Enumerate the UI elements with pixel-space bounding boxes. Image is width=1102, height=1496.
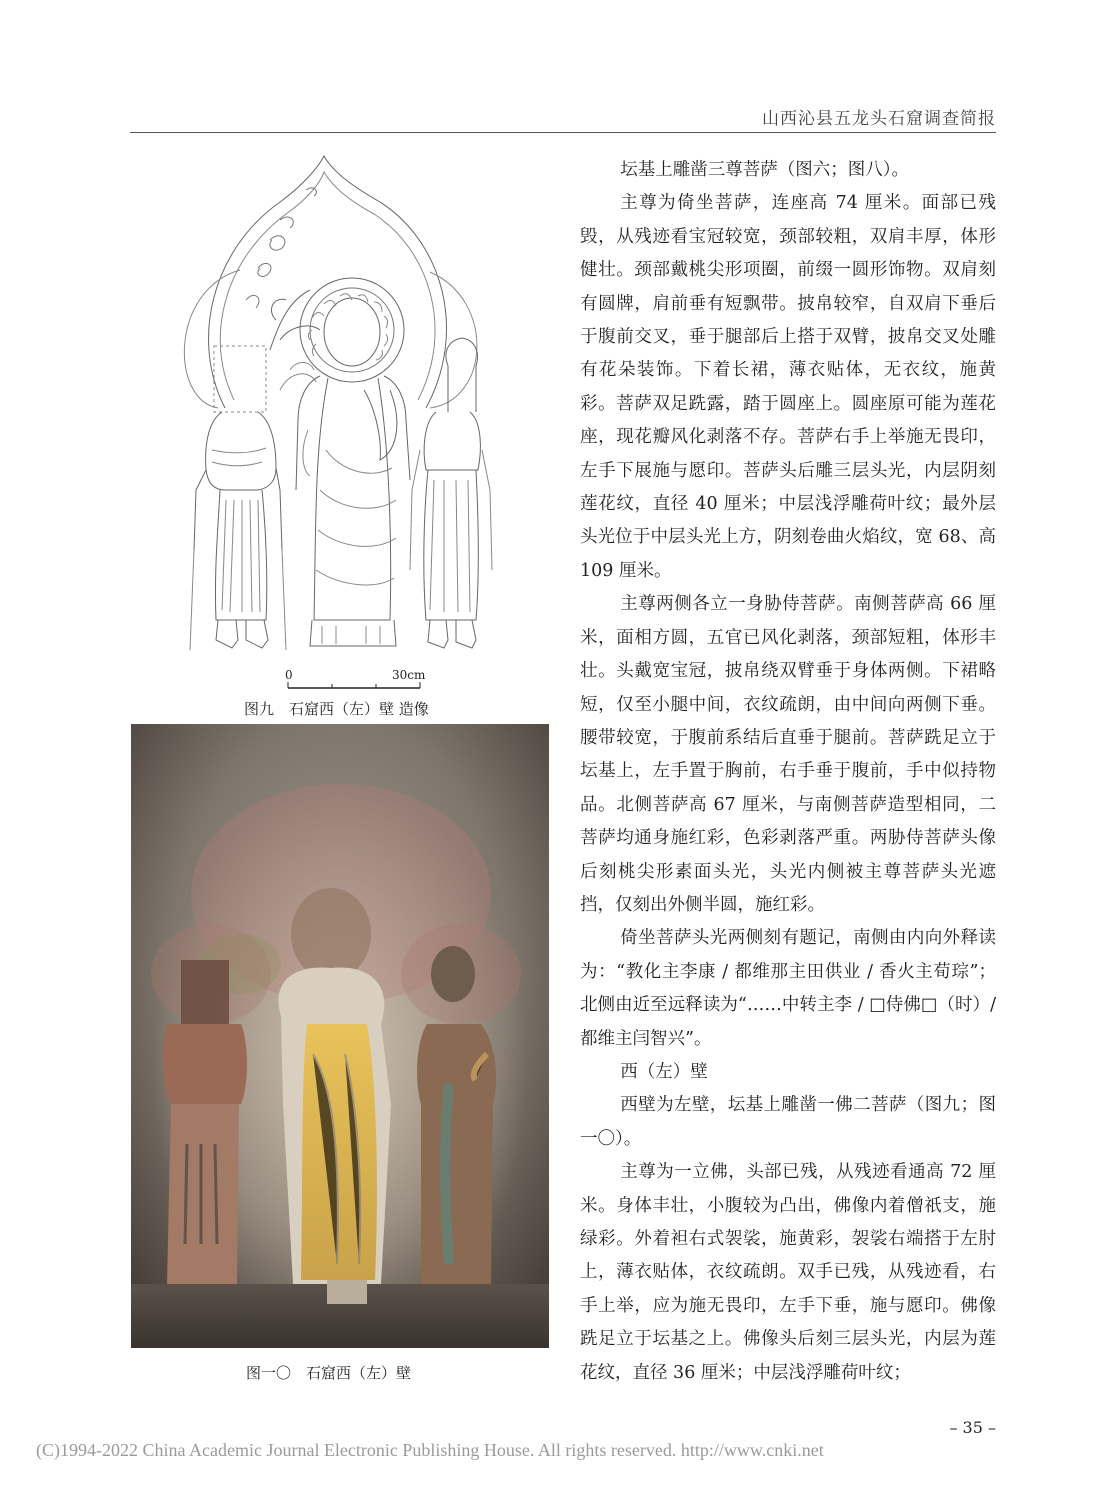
page-number: – 35 – — [949, 1418, 996, 1437]
paragraph-5: 西壁为左壁，坛基上雕凿一佛二菩萨（图九；图一〇）。 — [580, 1095, 996, 1149]
figure-9-line-drawing — [130, 150, 548, 690]
section-heading: 西（左）壁 — [620, 1061, 708, 1082]
paragraph-1: 坛基上雕凿三尊菩萨（图六；图八）。 — [620, 160, 909, 180]
copyright-footer: (C)1994-2022 China Academic Journal Electronic Publishing House. All rights reserved. http://www.cnki.net — [36, 1440, 824, 1460]
paragraph-4: 倚坐菩萨头光两侧刻有题记，南侧由内向外释读为：“教化主李康 / 都维那主田供业 / 香火主荀琮”；北侧由近至远释读为“……中转主李 / □侍佛□（时）/ 都维主闫智兴”。 — [580, 928, 996, 1049]
body-text-column — [580, 154, 996, 1390]
paragraph-6: 主尊为一立佛，头部已残，从残迹看通高 72 厘米。身体丰壮，小腹较为凸出，佛像内着僧祇支，施绿彩。外着袒右式袈裟，施黄彩，袈裟右端搭于左肘上，薄衣贴体，衣纹疏朗。双手已残，从残迹看，右手上举，应为施无畏印，左手下垂，施与愿印。佛像跣足立于坛基之上。佛像头后刻三层头光，内层为莲花纹，直径 36 厘米；中层浅浮雕荷叶纹； — [580, 1162, 996, 1383]
paragraph-3: 主尊两侧各立一身胁侍菩萨。南侧菩萨高 66 厘米，面相方圆，五官已风化剥落，颈部短粗，体形丰壮。头戴宽宝冠，披帛绕双臂垂于身体两侧。下裙略短，仅至小腿中间，衣纹疏朗，由中间向两侧下垂。腰带较宽，于腹前系结后直垂于腿前。菩萨跣足立于坛基上，左手置于胸前，右手垂于腹前，手中似持物品。北侧菩萨高 67 厘米，与南侧菩萨造型相同，二菩萨均通身施红彩，色彩剥落严重。两胁侍菩萨头像后刻桃尖形素面头光，头光内侧被主尊菩萨头光遮挡，仅刻出外侧半圆，施红彩。 — [580, 594, 996, 915]
figure-10-photo — [131, 724, 549, 1348]
header-rule — [130, 132, 996, 133]
paragraph-2: 主尊为倚坐菩萨，连座高 74 厘米。面部已残毁，从残迹看宝冠较宽，颈部较粗，双肩丰厚，体形健壮。颈部戴桃尖形项圈，前缀一圆形饰物。双肩刻有圆牌，肩前垂有短飘带。披帛较窄，自双肩下垂后于腹前交叉，垂于腿部后上搭于双臂，披帛交叉处雕有花朵装饰。下着长裙，薄衣贴体，无衣纹，施黄彩。菩萨双足跣露，踏于圆座上。圆座原可能为莲花座，现花瓣风化剥落不存。菩萨右手上举施无畏印，左手下展施与愿印。菩萨头后雕三层头光，内层阴刻莲花纹，直径 40 厘米；中层浅浮雕荷叶纹；最外层头光位于中层头光上方，阴刻卷曲火焰纹，宽 68、高 109 厘米。 — [580, 193, 996, 581]
figure-10-caption: 图一〇 石窟西（左）壁 — [246, 1364, 412, 1382]
running-head: 山西沁县五龙头石窟调查简报 — [762, 109, 996, 129]
scale-label-30cm: 30cm — [392, 668, 426, 682]
scale-label-zero: 0 — [285, 668, 293, 682]
figure-9-caption: 图九 石窟西（左）壁 造像 — [244, 700, 429, 718]
